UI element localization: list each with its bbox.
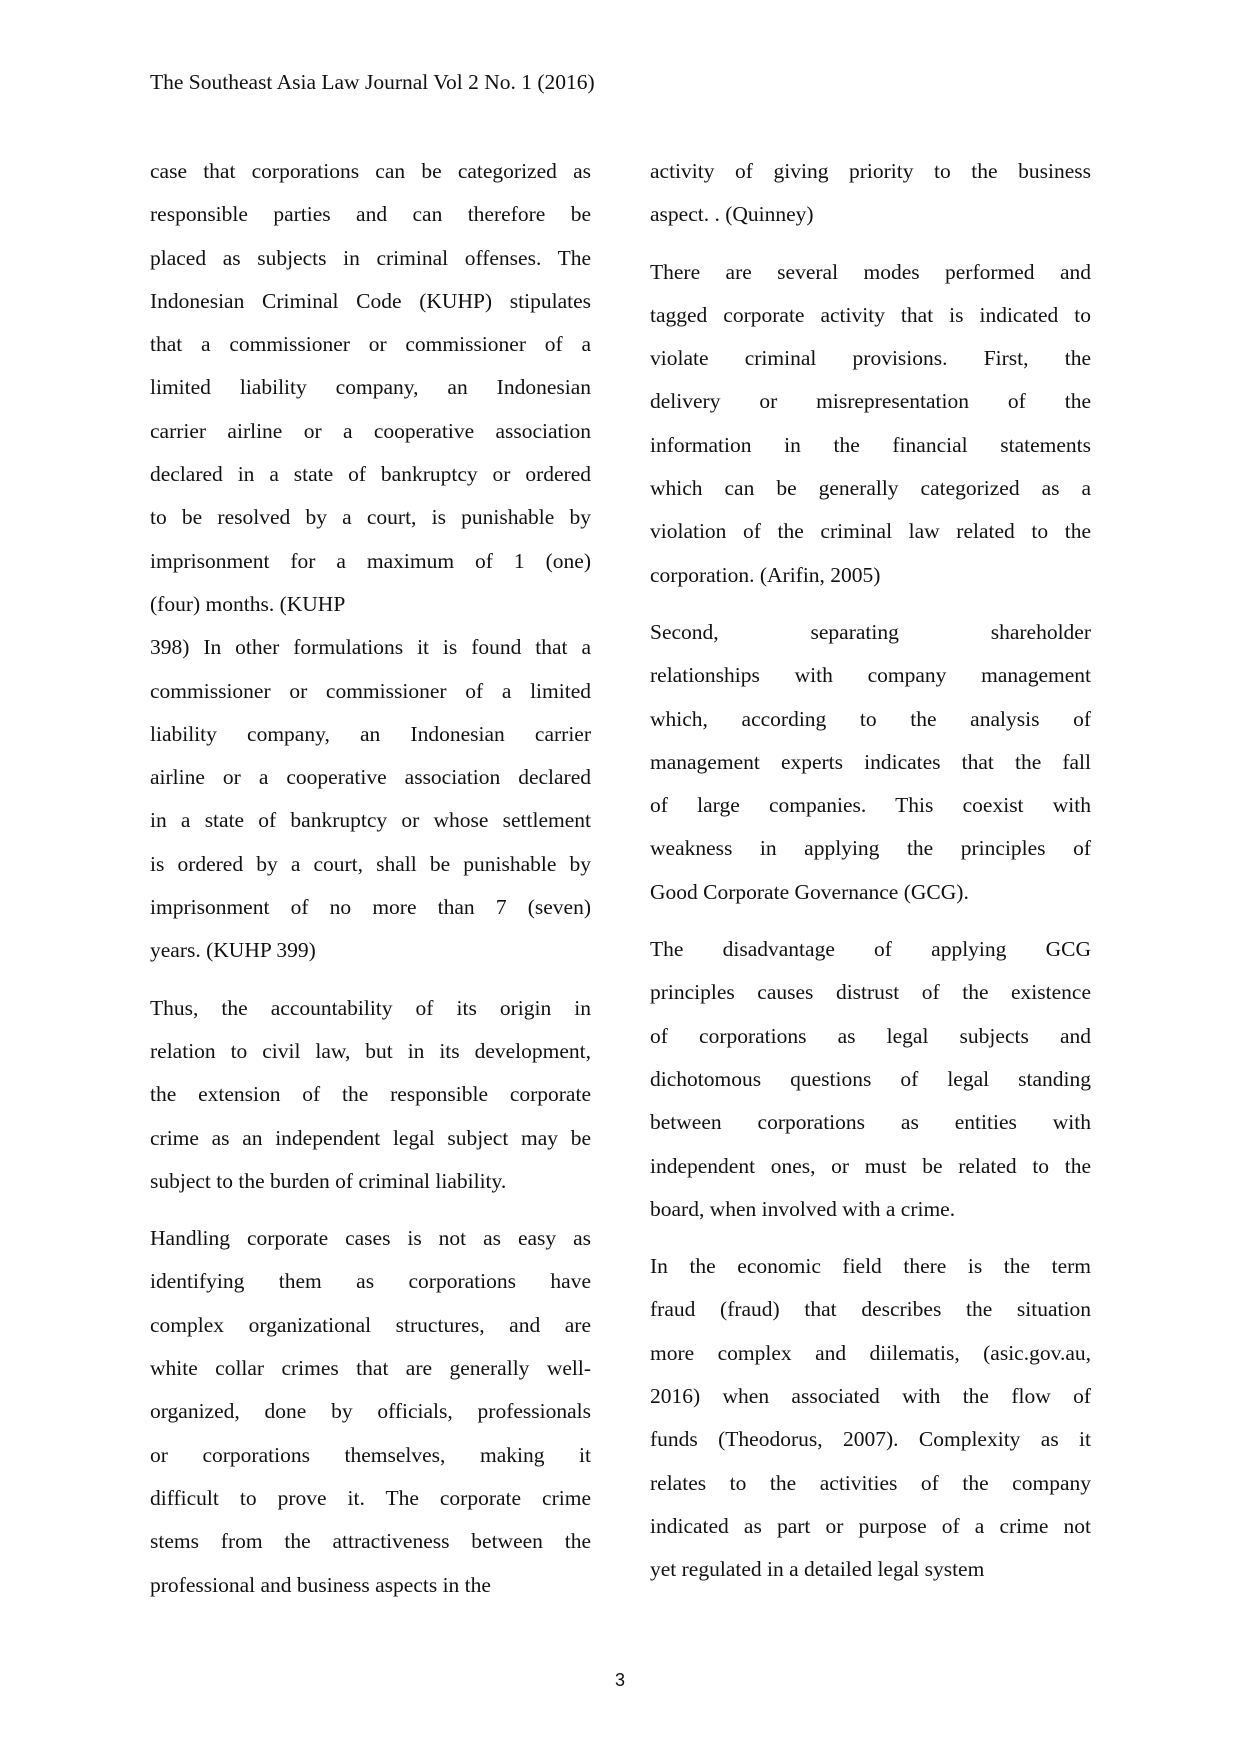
text-line: In the economic field there is the term	[650, 1254, 1091, 1279]
text-line: The disadvantage of applying GCG	[650, 937, 1091, 962]
text-line: the extension of the responsible corporate	[150, 1082, 591, 1107]
text-line: imprisonment of no more than 7 (seven)	[150, 895, 591, 920]
text-line: of corporations as legal subjects and	[650, 1023, 1091, 1048]
text-line: airline or a cooperative association declared	[150, 765, 591, 790]
text-line: tagged corporate activity that is indicated to	[650, 302, 1091, 327]
text-line: information in the financial statements	[650, 432, 1091, 457]
text-line: declared in a state of bankruptcy or ordered	[150, 462, 591, 487]
paragraph	[650, 251, 1091, 597]
page-number: 3	[614, 1670, 625, 1690]
text-line: identifying them as corporations have	[150, 1269, 591, 1294]
text-line: placed as subjects in criminal offenses. The	[150, 245, 591, 270]
text-line: activity of giving priority to the business	[650, 159, 1091, 183]
paragraph	[650, 611, 1091, 914]
text-line: subject to the burden of criminal liability.	[150, 1168, 507, 1193]
text-line: (four) months. (KUHP	[150, 591, 346, 616]
text-line: years. (KUHP 399)	[150, 938, 316, 963]
text-line: 398) In other formulations it is found that a	[150, 635, 591, 660]
text-line: aspect. . (Quinney)	[650, 202, 814, 227]
text-line: corporation. (Arifin, 2005)	[650, 562, 881, 587]
text-line: relation to civil law, but in its development,	[150, 1038, 591, 1063]
text-line: commissioner or commissioner of a limited	[150, 678, 591, 703]
text-line: responsible parties and can therefore be	[150, 202, 591, 227]
paragraph	[150, 1217, 591, 1607]
text-line: 2016) when associated with the flow of	[650, 1384, 1091, 1409]
right-column	[650, 150, 1091, 1606]
text-line: professional and business aspects in the	[150, 1572, 491, 1597]
text-line: violate criminal provisions. First, the	[650, 346, 1091, 371]
text-line: limited liability company, an Indonesian	[150, 375, 591, 400]
text-line: liability company, an Indonesian carrier	[150, 721, 591, 746]
text-line: dichotomous questions of legal standing	[650, 1066, 1091, 1091]
text-line: There are several modes performed and	[650, 259, 1091, 284]
text-line: complex organizational structures, and are	[150, 1312, 591, 1337]
text-line: between corporations as entities with	[650, 1110, 1091, 1135]
paragraph	[650, 1245, 1091, 1591]
text-line: Second, separating shareholder	[650, 619, 1091, 644]
text-line: delivery or misrepresentation of the	[650, 389, 1091, 414]
paragraph	[650, 150, 1091, 237]
text-line: difficult to prove it. The corporate crime	[150, 1485, 591, 1510]
text-line: crime as an independent legal subject may be	[150, 1125, 591, 1150]
text-line: independent ones, or must be related to the	[650, 1153, 1091, 1178]
text-line: principles causes distrust of the existence	[650, 980, 1091, 1005]
text-line: relationships with company management	[650, 663, 1091, 688]
text-line: management experts indicates that the fall	[650, 749, 1091, 774]
text-line: indicated as part or purpose of a crime not	[650, 1513, 1091, 1538]
text-line: Indonesian Criminal Code (KUHP) stipulates	[150, 288, 591, 313]
text-line: Thus, the accountability of its origin in	[150, 995, 591, 1020]
text-line: of large companies. This coexist with	[650, 793, 1091, 818]
text-line: that a commissioner or commissioner of a	[150, 332, 591, 357]
text-line: Handling corporate cases is not as easy as	[150, 1226, 591, 1251]
text-line: or corporations themselves, making it	[150, 1442, 591, 1467]
text-line: funds (Theodorus, 2007). Complexity as it	[650, 1427, 1091, 1452]
paragraph	[150, 150, 591, 973]
text-line: weakness in applying the principles of	[650, 836, 1091, 861]
text-line: which can be generally categorized as a	[650, 476, 1091, 501]
text-line: white collar crimes that are generally well-	[150, 1356, 591, 1381]
text-line: case that corporations can be categorized as	[150, 159, 591, 183]
text-line: is ordered by a court, shall be punishable by	[150, 851, 591, 876]
running-header: The Southeast Asia Law Journal Vol 2 No. 1 (2016)	[150, 70, 595, 94]
text-line: relates to the activities of the company	[650, 1470, 1091, 1495]
text-line: in a state of bankruptcy or whose settlement	[150, 808, 591, 833]
text-line: stems from the attractiveness between the	[150, 1529, 591, 1554]
text-line: violation of the criminal law related to the	[650, 519, 1091, 544]
paragraph	[150, 987, 591, 1203]
left-column	[150, 150, 591, 1621]
text-line: carrier airline or a cooperative association	[150, 418, 591, 443]
text-line: imprisonment for a maximum of 1 (one)	[150, 548, 591, 573]
text-line: yet regulated in a detailed legal system	[650, 1557, 985, 1582]
text-line: to be resolved by a court, is punishable by	[150, 505, 591, 530]
text-line: which, according to the analysis of	[650, 706, 1091, 731]
text-line: fraud (fraud) that describes the situation	[650, 1297, 1091, 1322]
paragraph	[650, 928, 1091, 1231]
text-line: board, when involved with a crime.	[650, 1196, 956, 1221]
text-line: more complex and diilematis, (asic.gov.au,	[650, 1340, 1091, 1365]
text-line: Good Corporate Governance (GCG).	[650, 879, 969, 904]
text-line: organized, done by officials, professionals	[150, 1399, 591, 1424]
